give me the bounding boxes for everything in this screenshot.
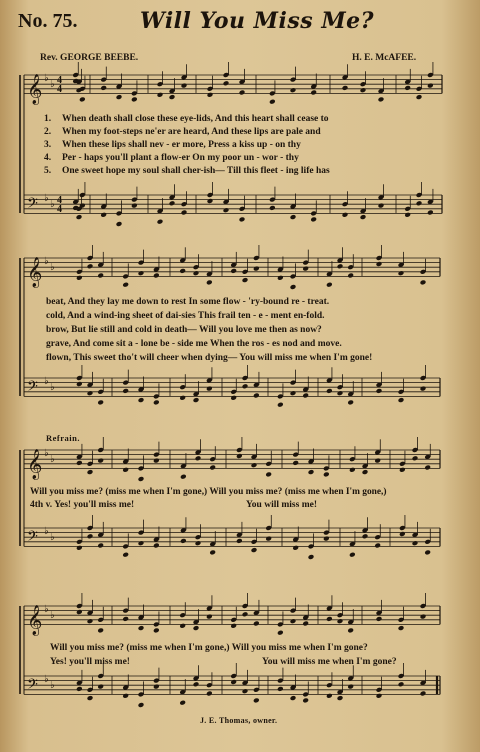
- lyricist-credit: Rev. GEORGE BEEBE.: [40, 53, 139, 63]
- note-head: [242, 688, 249, 694]
- note-head: [277, 686, 284, 692]
- bass-clef: 𝄢: [27, 528, 38, 549]
- note-head: [153, 273, 160, 279]
- note-head: [302, 393, 309, 399]
- note-head: [209, 549, 216, 555]
- note-head: [230, 268, 237, 274]
- flat-sign: ♭: [44, 604, 49, 615]
- flat-sign: ♭: [44, 73, 49, 84]
- note-head: [79, 96, 86, 102]
- note-head: [277, 630, 284, 636]
- note-head: [179, 268, 186, 274]
- refrain-line-1: Will you miss me? (miss me when I'm gone,) Will you miss me? (miss me when I'm gone,): [30, 487, 387, 497]
- note-head: [76, 460, 83, 466]
- note-head: [290, 87, 297, 93]
- note-head: [398, 681, 405, 687]
- note-head: [376, 261, 383, 267]
- note-head: [326, 388, 333, 394]
- flat-sign: ♭: [50, 680, 55, 691]
- copyright-owner: J. E. Thomas, owner.: [200, 716, 278, 725]
- note-head: [412, 540, 419, 546]
- note-head: [323, 471, 330, 477]
- treble-clef: 𝄞: [27, 257, 43, 288]
- note-head: [169, 94, 176, 100]
- note-head: [230, 623, 237, 629]
- note-head: [326, 693, 333, 699]
- verse-4-line-1: Per - haps you'll plant a flow-er On my poor un - wor - thy: [62, 153, 299, 163]
- note-head: [308, 469, 315, 475]
- time-signature: 4: [57, 204, 62, 215]
- note-head: [122, 616, 129, 622]
- note-head: [326, 616, 333, 622]
- composer-credit: H. E. McAFEE.: [352, 53, 417, 63]
- note-head: [349, 552, 356, 558]
- note-head: [302, 621, 309, 627]
- treble-clef: 𝄞: [27, 605, 43, 636]
- note-head: [420, 691, 427, 697]
- note-head: [223, 207, 230, 213]
- note-head: [138, 270, 145, 276]
- note-head: [378, 203, 385, 209]
- note-head: [420, 279, 427, 285]
- bass-clef: 𝄢: [27, 676, 38, 697]
- verse-2-line-1: When my foot-steps ne'er are heard, And these lips are pale and: [62, 127, 321, 137]
- note-head: [253, 266, 260, 272]
- note-head: [116, 94, 123, 100]
- note-head: [193, 681, 200, 687]
- verse-number: 2.: [44, 127, 52, 137]
- note-head: [290, 390, 297, 396]
- note-head: [180, 474, 187, 480]
- note-head: [323, 536, 330, 542]
- note-head: [362, 469, 369, 475]
- note-head: [347, 627, 354, 633]
- note-head: [347, 273, 354, 279]
- note-head: [292, 460, 299, 466]
- note-head: [424, 465, 431, 471]
- note-head: [337, 695, 344, 701]
- note-head: [374, 458, 381, 464]
- note-head: [209, 465, 216, 471]
- bass-clef: 𝄢: [27, 195, 38, 216]
- note-head: [398, 625, 405, 631]
- note-head: [207, 92, 214, 98]
- note-head: [412, 455, 419, 461]
- note-head: [398, 270, 405, 276]
- note-head: [195, 455, 202, 461]
- flat-sign: ♭: [44, 376, 49, 387]
- note-head: [87, 618, 94, 624]
- refrain-line-1-v4b: You will miss me!: [246, 500, 317, 510]
- note-head: [122, 467, 129, 473]
- note-head: [326, 282, 333, 288]
- flat-sign: ♭: [50, 532, 55, 543]
- note-head: [427, 210, 434, 216]
- note-head: [347, 684, 354, 690]
- time-signature: 4: [57, 75, 62, 86]
- note-head: [424, 549, 431, 555]
- flat-sign: ♭: [50, 610, 55, 621]
- note-head: [76, 214, 83, 220]
- note-head: [223, 80, 230, 86]
- refrain-label: Refrain.: [46, 433, 80, 443]
- flat-sign: ♭: [50, 382, 55, 393]
- note-head: [404, 212, 411, 218]
- note-head: [153, 684, 160, 690]
- verse-3-line-1: When these lips shall nev - er more, Press a kiss up - on thy: [62, 140, 301, 150]
- note-head: [290, 284, 297, 290]
- note-head: [138, 625, 145, 631]
- refrain-line-1-v4: 4th v. Yes! you'll miss me!: [30, 500, 135, 510]
- note-head: [242, 611, 249, 617]
- hymn-title: Will You Miss Me?: [140, 8, 375, 34]
- note-head: [360, 214, 367, 220]
- note-head: [242, 383, 249, 389]
- verse-number: 5.: [44, 166, 52, 176]
- time-signature: 4: [57, 195, 62, 206]
- note-head: [427, 83, 434, 89]
- verse-1-line-1: When death shall close these eye-lids, And this heart shall cease to: [62, 114, 329, 124]
- note-head: [206, 386, 213, 392]
- note-head: [347, 399, 354, 405]
- note-head: [349, 467, 356, 473]
- note-head: [310, 216, 317, 222]
- note-head: [251, 547, 258, 553]
- note-head: [206, 691, 213, 697]
- note-head: [138, 540, 145, 546]
- verse-3-line-2: brow, But lie still and cold in death— Will you love me then as now?: [46, 325, 322, 335]
- note-head: [97, 543, 104, 549]
- note-head: [290, 214, 297, 220]
- note-head: [302, 697, 309, 703]
- verse-number: 4.: [44, 153, 52, 163]
- note-head: [193, 270, 200, 276]
- note-head: [236, 538, 243, 544]
- note-head: [76, 609, 83, 615]
- time-signature: 4: [57, 84, 62, 95]
- note-head: [76, 275, 83, 281]
- note-head: [253, 393, 260, 399]
- note-head: [138, 702, 145, 708]
- note-head: [131, 96, 138, 102]
- note-head: [302, 266, 309, 272]
- note-head: [269, 205, 276, 211]
- note-head: [342, 212, 349, 218]
- refrain-line-2-v4b: You will miss me when I'm gone?: [262, 657, 397, 667]
- note-head: [157, 219, 164, 225]
- flat-sign: ♭: [44, 193, 49, 204]
- treble-clef: 𝄞: [27, 74, 43, 105]
- note-head: [376, 616, 383, 622]
- note-head: [116, 221, 123, 227]
- note-head: [122, 388, 129, 394]
- note-head: [360, 87, 367, 93]
- flat-sign: ♭: [44, 674, 49, 685]
- note-head: [76, 545, 83, 551]
- note-head: [206, 279, 213, 285]
- verse-2-line-2: cold, And a wind-ing sheet of dai-sies This frail ten - e - ment en-fold.: [46, 311, 325, 321]
- note-head: [122, 552, 129, 558]
- note-head: [239, 90, 246, 96]
- note-head: [122, 693, 129, 699]
- note-head: [230, 395, 237, 401]
- verse-4-line-2: grave, And come sit a - lone be - side me When the ros - es nod and move.: [46, 339, 342, 349]
- note-head: [138, 397, 145, 403]
- refrain-line-2-v4: Yes! you'll miss me!: [50, 657, 130, 667]
- note-head: [398, 397, 405, 403]
- flat-sign: ♭: [50, 79, 55, 90]
- note-head: [207, 198, 214, 204]
- flat-sign: ♭: [50, 262, 55, 273]
- verse-5-line-1: One sweet hope my soul shall cher-ish— Till this fleet - ing life has: [62, 166, 330, 176]
- note-head: [420, 386, 427, 392]
- note-head: [180, 538, 187, 544]
- flat-sign: ♭: [44, 256, 49, 267]
- note-head: [87, 469, 94, 475]
- note-head: [76, 686, 83, 692]
- note-head: [236, 453, 243, 459]
- note-head: [138, 476, 145, 482]
- refrain-line-2: Will you miss me? (miss me when I'm gone,) Will you miss me when I'm gone?: [50, 643, 368, 653]
- note-head: [100, 212, 107, 218]
- note-head: [179, 700, 186, 706]
- note-head: [399, 531, 406, 537]
- hymn-number: No. 75.: [18, 10, 78, 32]
- note-head: [97, 399, 104, 405]
- note-head: [342, 85, 349, 91]
- note-head: [195, 540, 202, 546]
- note-head: [179, 395, 186, 401]
- note-head: [122, 282, 129, 288]
- note-head: [97, 627, 104, 633]
- note-head: [97, 684, 104, 690]
- note-head: [157, 92, 164, 98]
- note-head: [87, 390, 94, 396]
- note-head: [97, 273, 104, 279]
- flat-sign: ♭: [50, 199, 55, 210]
- note-head: [253, 697, 260, 703]
- note-head: [251, 462, 258, 468]
- note-head: [378, 96, 385, 102]
- note-head: [97, 458, 104, 464]
- note-head: [153, 458, 160, 464]
- note-head: [404, 85, 411, 91]
- note-head: [253, 621, 260, 627]
- note-head: [277, 275, 284, 281]
- verse-5-line-2: flown, This sweet tho't will cheer when dying— You will miss me when I'm gone!: [46, 353, 373, 363]
- note-head: [310, 90, 317, 96]
- note-head: [153, 399, 160, 405]
- note-head: [374, 543, 381, 549]
- treble-clef: 𝄞: [27, 449, 43, 480]
- note-head: [87, 533, 94, 539]
- note-head: [181, 210, 188, 216]
- note-head: [376, 693, 383, 699]
- note-head: [269, 99, 276, 105]
- note-head: [193, 625, 200, 631]
- note-head: [76, 381, 83, 387]
- note-head: [265, 536, 272, 542]
- verse-number: 1.: [44, 114, 52, 124]
- note-head: [337, 618, 344, 624]
- note-head: [239, 216, 246, 222]
- note-head: [131, 203, 138, 209]
- note-head: [416, 94, 423, 100]
- note-head: [100, 85, 107, 91]
- bass-clef: 𝄢: [27, 378, 38, 399]
- note-head: [206, 614, 213, 620]
- flat-sign: ♭: [44, 448, 49, 459]
- note-head: [416, 200, 423, 206]
- note-head: [420, 614, 427, 620]
- note-head: [308, 554, 315, 560]
- note-head: [399, 467, 406, 473]
- note-head: [376, 388, 383, 394]
- note-head: [290, 695, 297, 701]
- flat-sign: ♭: [50, 454, 55, 465]
- note-head: [153, 627, 160, 633]
- note-head: [153, 543, 160, 549]
- note-head: [169, 200, 176, 206]
- note-head: [337, 390, 344, 396]
- note-head: [337, 263, 344, 269]
- note-head: [277, 402, 284, 408]
- note-head: [290, 618, 297, 624]
- note-head: [242, 277, 249, 283]
- note-head: [230, 679, 237, 685]
- note-head: [362, 533, 369, 539]
- note-head: [179, 623, 186, 629]
- flat-sign: ♭: [44, 526, 49, 537]
- verse-number: 3.: [44, 140, 52, 150]
- note-head: [87, 263, 94, 269]
- note-head: [292, 545, 299, 551]
- note-head: [265, 471, 272, 477]
- note-head: [87, 695, 94, 701]
- verse-1-line-2: beat, And they lay me down to rest In some flow - 'ry-bound re - treat.: [46, 297, 330, 307]
- note-head: [181, 83, 188, 89]
- note-head: [193, 397, 200, 403]
